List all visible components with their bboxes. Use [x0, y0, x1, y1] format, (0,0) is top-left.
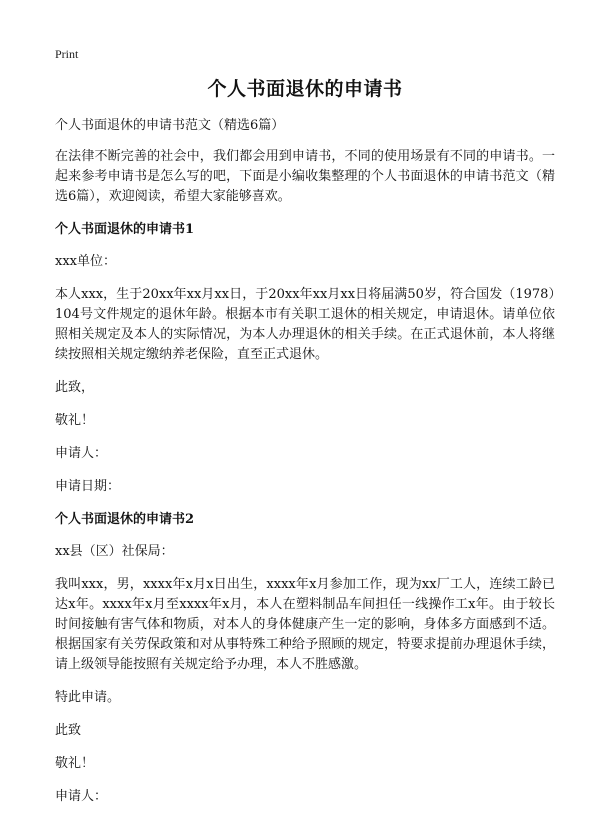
date-label-1: 申请日期： [55, 479, 121, 494]
special-request-line: 特此申请。 [55, 690, 121, 705]
recipient-1: xxx单位： [55, 254, 116, 269]
print-link[interactable]: Print [55, 47, 79, 61]
applicant-label-1: 申请人： [55, 446, 108, 461]
document-subtitle: 个人书面退休的申请书范文（精选6篇） [55, 118, 285, 133]
body-paragraph-2: 我叫xxx，男，xxxx年x月x日出生，xxxx年x月参加工作，现为xx厂工人，连续工龄已达x年。xxxx年x月至xxxx年x月，本人在塑料制品车间担任一线操作工x年。由于较长时间接触有害气体和物质，对本人的身体健康产生一定的影响，身体多方面感到不适。根据国家有关劳保政策和对从事特殊工种给予照顾的规定，特要求提前办理退休手续，请上级领导能按照有关规定给予办理，本人不胜感激。 [55, 577, 555, 672]
recipient-2: xx县（区）社保局： [55, 544, 174, 559]
body-paragraph-1: 本人xxx，生于20xx年xx月xx日，于20xx年xx月xx日将届满50岁，符合国发（1978）104号文件规定的退休年龄。根据本市有关职工退休的相关规定，申请退休。请单位依照相关规定及本人的实际情况，为本人办理退休的相关手续。在正式退休前，本人将继续按照相关规定缴纳养老保险，直至正式退休。 [55, 287, 555, 362]
document-body [55, 76, 555, 820]
intro-paragraph: 在法律不断完善的社会中，我们都会用到申请书，不同的使用场景有不同的申请书。一起来参考申请书是怎么写的吧，下面是小编收集整理的个人书面退休的申请书范文（精选6篇），欢迎阅读，希望大家能够喜欢。 [55, 149, 555, 204]
section-heading-1: 个人书面退休的申请书1 [55, 222, 195, 237]
page-title: 个人书面退休的申请书 [207, 78, 403, 100]
closing-line-1b: 敬礼！ [55, 413, 95, 428]
applicant-label-2: 申请人： [55, 789, 108, 804]
closing-line-1a: 此致， [55, 380, 95, 395]
closing-line-2a: 此致 [55, 723, 82, 738]
section-heading-2: 个人书面退休的申请书2 [55, 512, 195, 527]
closing-line-2b: 敬礼！ [55, 756, 95, 771]
